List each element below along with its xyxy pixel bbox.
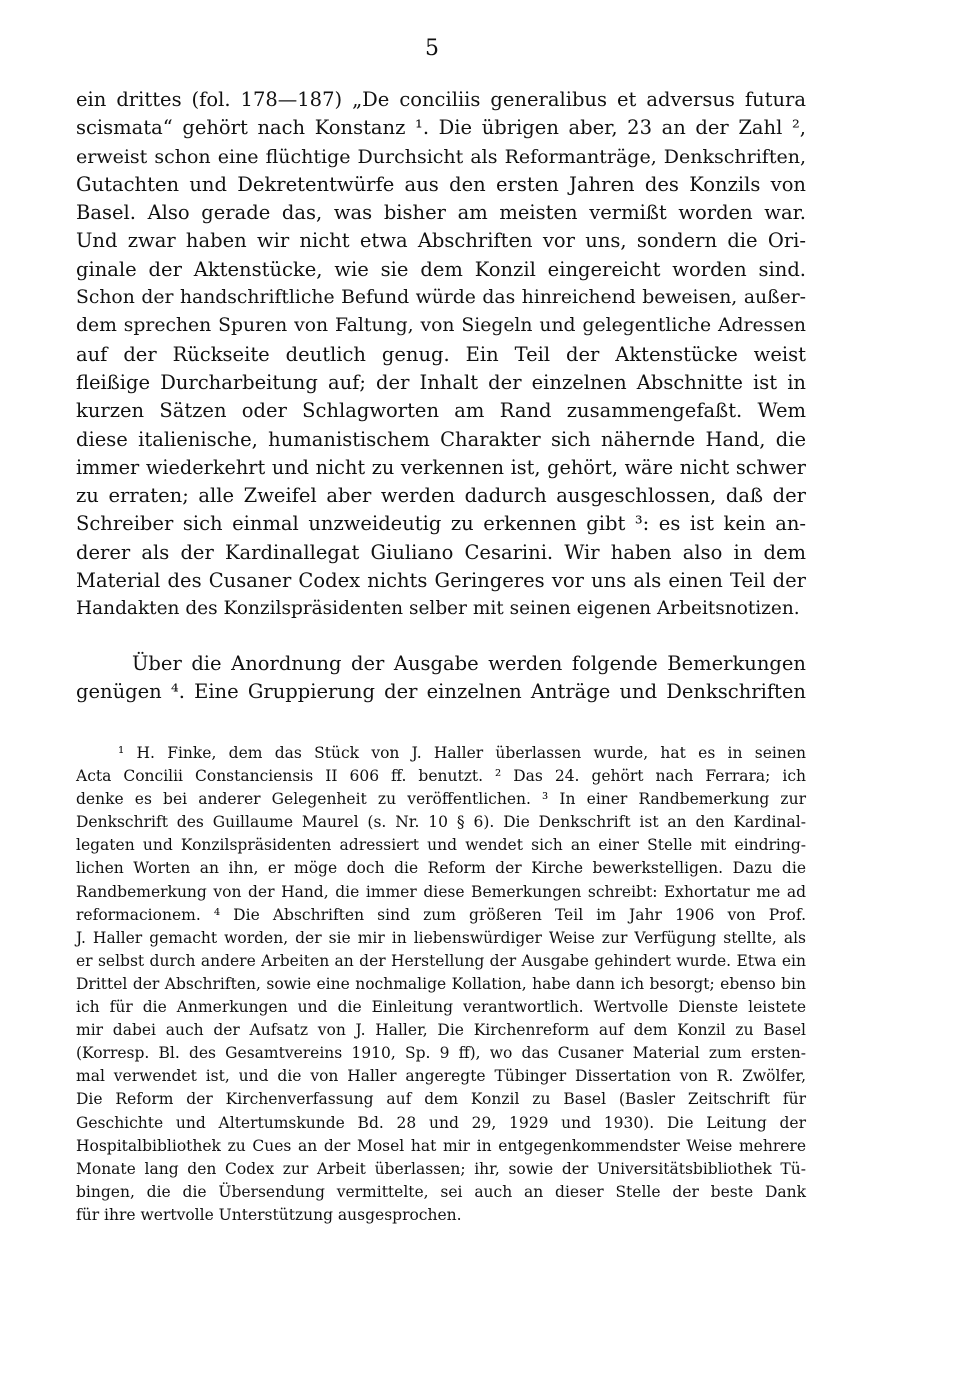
body-line: Basel. Also gerade das, was bisher am meisten vermißt worden war. xyxy=(76,201,806,225)
footnote-line: ¹ H. Finke, dem das Stück von J. Haller überlassen wurde, hat es in seinen xyxy=(118,744,806,762)
footnote-line: bingen, die die Übersendung vermittelte, sei auch an dieser Stelle der beste Dank xyxy=(76,1182,806,1201)
body-line: Gutachten und Dekretentwürfe aus den ersten Jahren des Konzils von xyxy=(76,172,806,196)
body-line: fleißige Durcharbeitung auf; der Inhalt der einzelnen Abschnitte ist in xyxy=(76,370,806,394)
body-line: erweist schon eine flüchtige Durchsicht als Reformanträge, Denkschriften, xyxy=(76,145,806,168)
body-line: scismata“ gehört nach Konstanz ¹. Die übrigen aber, 23 an der Zahl ², xyxy=(76,116,806,140)
footnotes xyxy=(76,742,806,1227)
footnote-line: Denkschrift des Guillaume Maurel (s. Nr. 10 § 6). Die Denkschrift ist an den Kardinal- xyxy=(76,813,806,832)
footnote-line: ich für die Anmerkungen und die Einleitung verantwortlich. Wertvolle Dienste leistete xyxy=(76,998,806,1017)
body-line: Schon der handschriftliche Befund würde das hinreichend beweisen, außer- xyxy=(76,287,806,309)
footnote-line: (Korresp. Bl. des Gesamtvereins 1910, Sp. 9 ff), wo das Cusaner Material zum ersten- xyxy=(76,1044,806,1063)
body-line: ein drittes (fol. 178—187) „De conciliis generalibus et adversus futura xyxy=(76,88,806,111)
footnote-line: Randbemerkung von der Hand, die immer diese Bemerkungen schreibt: Exhortatur me ad xyxy=(76,882,806,901)
footnote-line: mal verwendet ist, und die von Haller angeregte Tübinger Dissertation von R. Zwölfer, xyxy=(76,1067,806,1086)
body-line: Über die Anordnung der Ausgabe werden folgende Bemerkungen xyxy=(132,651,806,675)
footnote-line: Hospitalbibliothek zu Cues an der Mosel hat mir in entgegenkommendster Weise mehrere xyxy=(76,1136,806,1155)
footnote-line: Die Reform der Kirchenverfassung auf dem Konzil zu Basel (Basler Zeitschrift für xyxy=(76,1090,806,1109)
body-line: auf der Rückseite deutlich genug. Ein Teil der Aktenstücke weist xyxy=(76,342,806,366)
footnote-line: für ihre wertvolle Unterstützung ausgesprochen. xyxy=(76,1205,462,1224)
page-number: 5 xyxy=(425,36,439,61)
body-line: dem sprechen Spuren von Faltung, von Siegeln und gelegentliche Adressen xyxy=(76,315,806,337)
footnote-line: Acta Concilii Constanciensis II 606 ff. benutzt. ² Das 24. gehört nach Ferrara; ich xyxy=(76,767,806,786)
body-line: Handakten des Konzilspräsidenten selber mit seinen eigenen Arbeitsnotizen. xyxy=(76,598,800,620)
body-line: ginale der Aktenstücke, wie sie dem Konzil eingereicht worden sind. xyxy=(76,257,806,281)
body-line: genügen ⁴. Eine Gruppierung der einzelnen Anträge und Denkschriften xyxy=(76,679,806,703)
footnote-line: lichen Worten an ihn, er möge doch die Reform der Kirche bewerkstelligen. Dazu die xyxy=(76,859,806,878)
footnote-line: er selbst durch andere Arbeiten an der Herstellung der Ausgabe gehindert wurde. Etwa ein xyxy=(76,951,806,970)
footnote-line: J. Haller gemacht worden, der sie mir in liebenswürdiger Weise zur Verfügung stellte, als xyxy=(76,928,806,947)
paragraph-gap xyxy=(76,624,806,650)
body-line: immer wiederkehrt und nicht zu verkennen ist, gehört, wäre nicht schwer xyxy=(76,455,806,479)
footnote-line: Geschichte und Altertumskunde Bd. 28 und 29, 1929 und 1930). Die Leitung der xyxy=(76,1113,806,1132)
footnote-line: legaten und Konzilspräsidenten adressiert und wendet sich an einer Stelle mit eindring- xyxy=(76,836,806,855)
footnote-line: reformacionem. ⁴ Die Abschriften sind zum größeren Teil im Jahr 1906 von Prof. xyxy=(76,905,806,924)
body-line: Schreiber sich einmal unzweideutig zu erkennen gibt ³: es ist kein an- xyxy=(76,512,806,536)
footnote-line: Drittel der Abschriften, sowie eine nochmalige Kollation, habe dann ich besorgt; ebenso bin xyxy=(76,974,806,993)
body-line: kurzen Sätzen oder Schlagworten am Rand zusammengefaßt. Wem xyxy=(76,399,806,423)
body-line: zu erraten; alle Zweifel aber werden dadurch ausgeschlossen, daß der xyxy=(76,484,806,508)
body-line: derer als der Kardinallegat Giuliano Cesarini. Wir haben also in dem xyxy=(76,540,806,564)
footnote-line: Monate lang den Codex zur Arbeit überlassen; ihr, sowie der Universitätsbibliothek Tü- xyxy=(76,1159,806,1178)
footnote-line: denke es bei anderer Gelegenheit zu veröffentlichen. ³ In einer Randbemerkung zur xyxy=(76,790,806,809)
main-text xyxy=(76,86,806,706)
footnote-line: mir dabei auch der Aufsatz von J. Haller, Die Kirchenreform auf dem Konzil zu Basel xyxy=(76,1021,806,1040)
body-line: Und zwar haben wir nicht etwa Abschriften vor uns, sondern die Ori- xyxy=(76,229,806,253)
body-line: Material des Cusaner Codex nichts Geringeres vor uns als einen Teil der xyxy=(76,569,806,593)
body-line: diese italienische, humanistischem Charakter sich nähernde Hand, die xyxy=(76,427,806,451)
